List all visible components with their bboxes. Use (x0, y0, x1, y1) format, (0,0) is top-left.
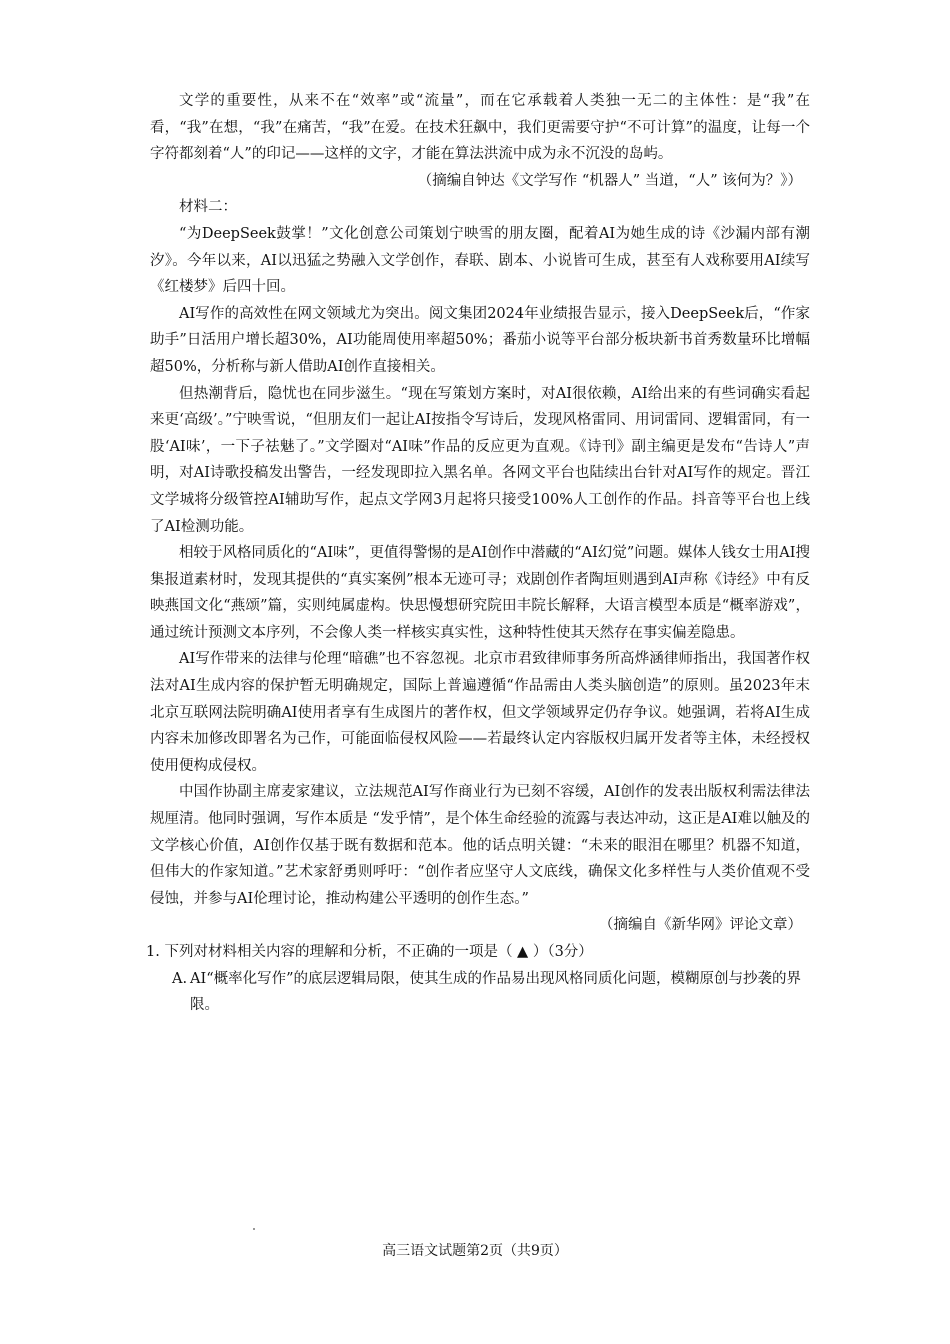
material-two-source: （摘编自《新华网》评论文章） (599, 917, 802, 934)
material-two-paragraph: 相较于风格同质化的“AI味”，更值得警惕的是AI创作中潜藏的“AI幻觉”问题。媒体人钱女士用AI搜集报道素材时，发现其提供的“真实案例”根本无迹可寻；戏剧创作者陶垣则遇到AI声称《诗经》中有反映燕国文化“燕颂”篇，实则纯属虚构。快思慢想研究院田丰院长解释，大语言模型本质是“概率游戏”，通过统计预测文本序列，不会像人类一样核实真实性，这种特性使其天然存在事实偏差隐患。 (150, 545, 810, 641)
question-number: 1. (146, 944, 160, 960)
material-one-source: （摘编自钟达《文学写作 “机器人” 当道，“人” 该何为？》） (417, 172, 802, 189)
page-footer: 高三语文试题第2页（共9页） (382, 1243, 568, 1259)
question-text: 下列对材料相关内容的理解和分析，不正确的一项是（ ▲ ）（3分） (164, 944, 593, 960)
page-content (146, 88, 810, 1019)
option-letter: A. (172, 970, 188, 987)
material-one-tail-paragraph: 文学的重要性，从来不在“效率”或“流量”，而在它承载着人类独一无二的主体性：是“我”在看，“我”在想，“我”在痛苦，“我”在爱。在技术狂飙中，我们更需要守护“不可计算”的温度，让每一个字符都刻着“人”的印记——这样的文字，才能在算法洪流中成为永不沉没的岛屿。 (150, 93, 810, 163)
material-two-paragraph: 中国作协副主席麦家建议，立法规范AI写作商业行为已刻不容缓，AI创作的发表出版权利需法律法规厘清。他同时强调，写作本质是 “发乎情”，是个体生命经验的流露与表达冲动，这正是AI难以触及的文学核心价值，AI创作仅基于既有数据和范本。他的话点明关键：“未来的眼泪在哪里？机器不知道，但伟大的作家知道。”艺术家舒勇则呼吁：“创作者应坚守人文底线，确保文化多样性与人类价值观不受侵蚀，并参与AI伦理讨论，推动构建公平透明的创作生态。” (150, 784, 810, 907)
question-1-stem (146, 939, 810, 966)
question-1-option-a (172, 966, 810, 1019)
material-two-paragraph: AI写作的高效性在网文领域尤为突出。阅文集团2024年业绩报告显示，接入DeepSeek后，“作家助手”日活用户增长超30%，AI功能周使用率超50%；番茄小说等平台部分板块新书首秀数量环比增幅超50%，分析称与新人借助AI创作直接相关。 (150, 305, 810, 375)
material-two-label: 材料二： (179, 199, 237, 216)
material-two-paragraph: 但热潮背后，隐忧也在同步滋生。“现在写策划方案时，对AI很依赖，AI给出来的有些词确实看起来更‘高级’。”宁映雪说，“但朋友们一起让AI按指令写诗后，发现风格雷同、用词雷同、逻辑雷同，有一股‘AI味’，一下子祛魅了。”文学圈对“AI味”作品的反应更为直观。《诗刊》副主编更是发布“告诗人”声明，对AI诗歌投稿发出警告，一经发现即拉入黑名单。各网文平台也陆续出台针对AI写作的规定。晋江文学城将分级管控AI辅助写作，起点文学网3月起将只接受100%人工创作的作品。抖音等平台也上线了AI检测功能。 (150, 385, 810, 535)
stray-dot (253, 1228, 255, 1230)
material-two-paragraph: AI写作带来的法律与伦理“暗礁”也不容忽视。北京市君致律师事务所高烨涵律师指出，我国著作权法对AI生成内容的保护暂无明确规定，国际上普遍遵循“作品需由人类头脑创造”的原则。虽2023年末北京互联网法院明确AI使用者享有生成图片的著作权，但文学领域界定仍存争议。她强调，若将AI生成内容未加修改即署名为己作，可能面临侵权风险——若最终认定内容版权归属开发者等主体，未经授权使用便构成侵权。 (150, 651, 810, 774)
option-text: AI“概率化写作”的底层逻辑局限，使其生成的作品易出现风格同质化问题，模糊原创与抄袭的界限。 (190, 970, 802, 1014)
material-two-paragraph: “为DeepSeek鼓掌！”文化创意公司策划宁映雪的朋友圈，配着AI为她生成的诗《沙漏内部有潮汐》。今年以来，AI以迅猛之势融入文学创作，春联、剧本、小说皆可生成，甚至有人戏称要用AI续写《红楼梦》后四十回。 (150, 225, 810, 296)
